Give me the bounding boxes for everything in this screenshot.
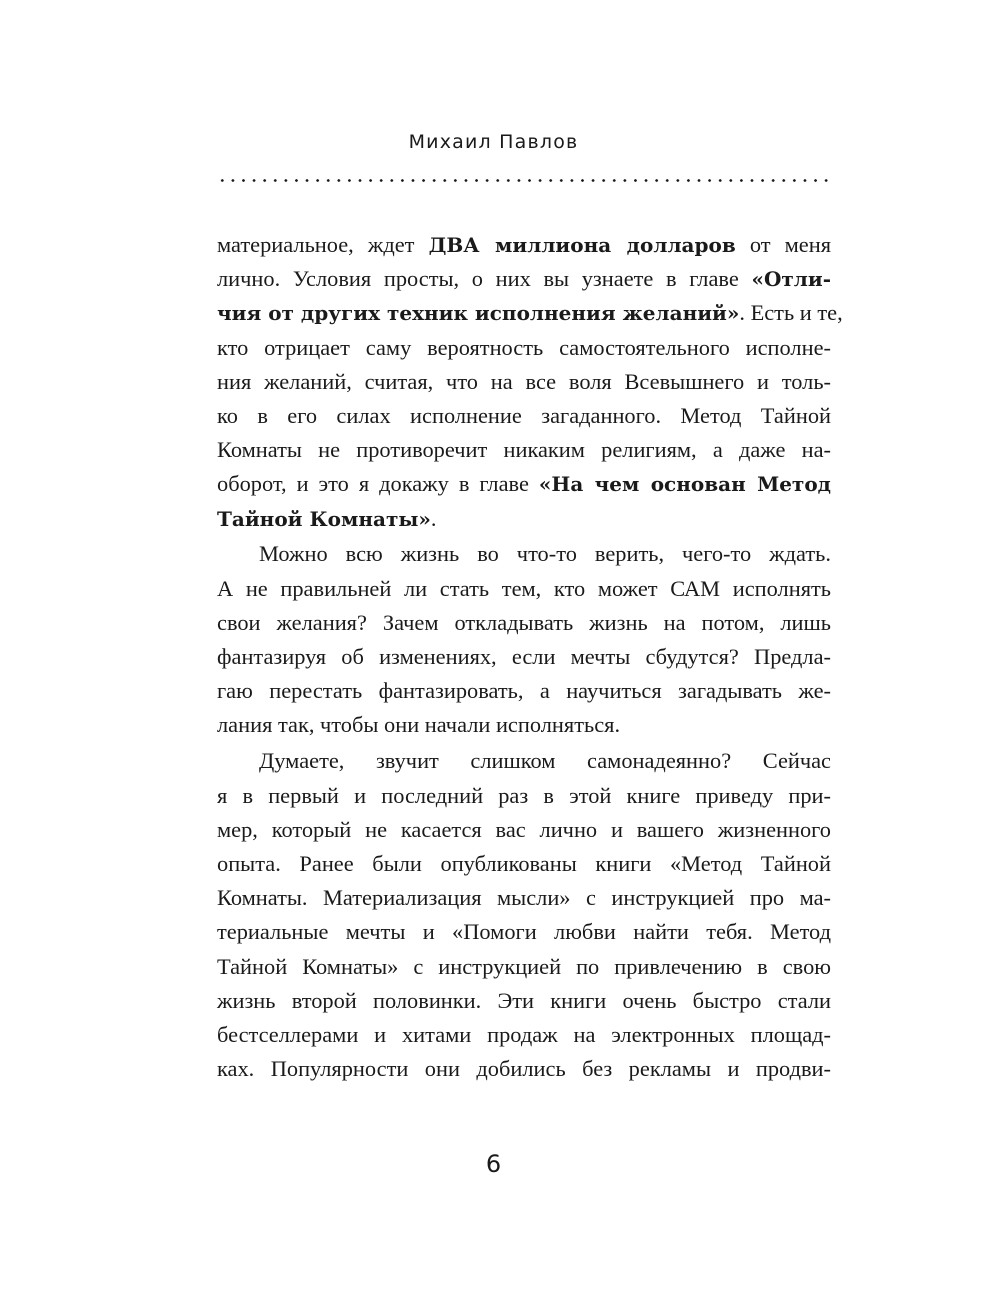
text-line bbox=[217, 572, 831, 606]
bold-text: ДВА миллиона долларов bbox=[428, 233, 736, 257]
text-line bbox=[217, 262, 831, 296]
text-line bbox=[217, 433, 831, 467]
text-line bbox=[217, 881, 831, 915]
page-number: 6 bbox=[485, 1150, 502, 1178]
text-line bbox=[217, 813, 831, 847]
text-run: . Есть и те, bbox=[739, 300, 843, 326]
text-line bbox=[217, 606, 831, 640]
text-run: материальное, ждет bbox=[217, 232, 429, 257]
bold-text: чия от других техник исполнения желаний» bbox=[217, 301, 740, 326]
text-run: я в первый и последний раз в этой книге приведу при- bbox=[217, 782, 831, 808]
text-line bbox=[217, 467, 831, 501]
text-run: от меня bbox=[735, 232, 832, 257]
text-line bbox=[217, 537, 831, 571]
bold-text: «На чем основан Метод bbox=[538, 472, 831, 497]
text-line bbox=[217, 674, 831, 708]
text-run: гаю перестать фантазировать, а научиться загадывать же- bbox=[217, 678, 831, 704]
text-run: . bbox=[430, 505, 437, 531]
text-line bbox=[217, 1018, 831, 1052]
text-run: жизнь второй половинки. Эти книги очень быстро стали bbox=[217, 987, 831, 1013]
text-line bbox=[217, 399, 831, 433]
text-run: Думаете, звучит слишком самонадеянно? Сейчас bbox=[259, 748, 831, 774]
text-run: ния желаний, считая, что на все воля Всевышнего и толь- bbox=[217, 368, 831, 394]
bold-text: «Отли- bbox=[751, 267, 831, 292]
text-run: Можно всю жизнь во что-то верить, чего-то ждать. bbox=[259, 541, 831, 567]
text-run: кто отрицает саму вероятность самостоятельного исполне- bbox=[217, 334, 831, 360]
text-run: ко в его силах исполнение загаданного. Метод Тайной bbox=[217, 402, 831, 428]
text-run: мер, который не касается вас лично и вашего жизненного bbox=[217, 816, 831, 842]
body-text bbox=[217, 228, 843, 1086]
text-run: Комнаты не противоречит никаким религиям, а даже на- bbox=[217, 437, 831, 463]
text-line bbox=[217, 847, 831, 881]
text-line bbox=[217, 779, 831, 813]
bold-text: Тайной Комнаты» bbox=[217, 506, 431, 531]
text-line bbox=[217, 331, 831, 365]
text-run: оборот, и это я докажу в главе bbox=[217, 471, 539, 497]
text-run: фантазируя об изменениях, если мечты сбудутся? Предла- bbox=[217, 644, 831, 670]
text-line bbox=[217, 365, 831, 399]
text-run: лично. Условия просты, о них вы узнаете в главе bbox=[217, 266, 752, 292]
text-line bbox=[217, 296, 843, 330]
text-line bbox=[217, 950, 831, 984]
text-run: бестселлерами и хитами продаж на электронных площад- bbox=[217, 1021, 831, 1047]
text-line bbox=[217, 228, 831, 262]
text-run: Тайной Комнаты» с инструкцией по привлечению в свою bbox=[217, 953, 831, 979]
running-head-author: Михаил Павлов bbox=[408, 131, 579, 153]
text-run: лания так, чтобы они начали исполняться. bbox=[217, 712, 621, 738]
text-run: опыта. Ранее были опубликованы книги «Метод Тайной bbox=[217, 850, 831, 876]
text-line bbox=[217, 744, 831, 778]
text-line bbox=[217, 640, 831, 674]
text-run: териальные мечты и «Помоги любви найти тебя. Метод bbox=[217, 919, 831, 945]
text-run: ках. Популярности они добились без рекламы и продви- bbox=[217, 1056, 831, 1082]
text-line bbox=[217, 984, 831, 1018]
text-line bbox=[217, 1052, 831, 1086]
text-run: Комнаты. Материализация мысли» с инструкцией про ма- bbox=[217, 885, 831, 911]
text-run: А не правильней ли стать тем, кто может САМ исполнять bbox=[217, 575, 831, 601]
text-line bbox=[217, 502, 831, 536]
text-line bbox=[217, 708, 831, 742]
text-line bbox=[217, 915, 831, 949]
dotted-divider bbox=[217, 179, 831, 182]
text-run: свои желания? Зачем откладывать жизнь на потом, лишь bbox=[217, 609, 831, 635]
